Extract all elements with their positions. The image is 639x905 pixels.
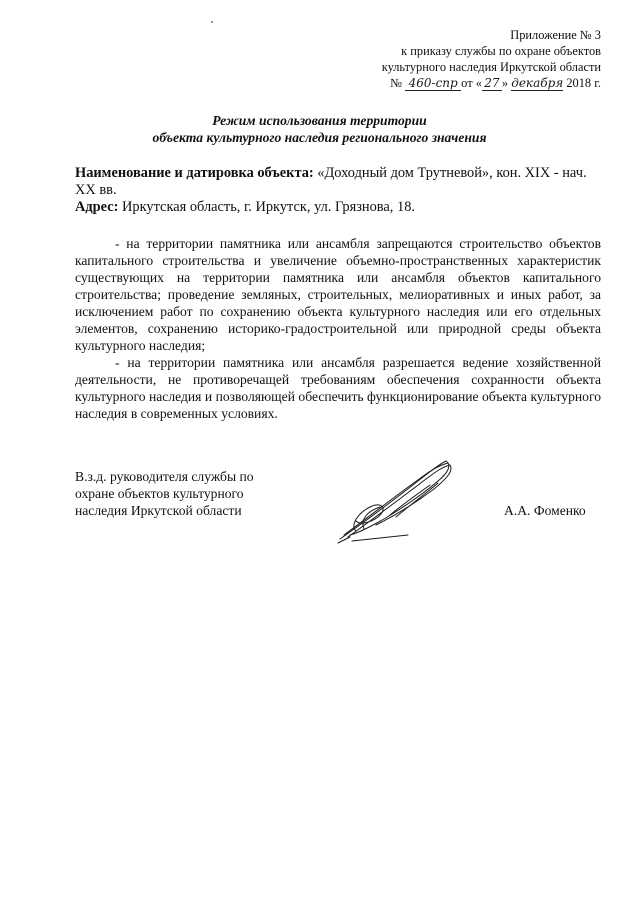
object-name-row (75, 165, 595, 199)
regime-body (75, 235, 601, 422)
appendix-header (382, 27, 601, 91)
order-number-prefix: № (390, 76, 403, 90)
order-day-close: » (501, 76, 509, 90)
signatory-position (75, 468, 254, 519)
title-line-2: объекта культурного наследия регионального значения (152, 130, 487, 145)
object-info (75, 165, 595, 216)
object-address-row (75, 199, 595, 216)
order-from-label: от « (461, 76, 482, 90)
signatory-name: А.А. Фоменко (504, 503, 586, 518)
order-month-handwritten: декабря (511, 76, 564, 90)
order-number-blank (405, 77, 461, 91)
order-line-1: к приказу службы по охране объектов (401, 44, 601, 58)
signatory-position-line-1: В.з.д. руководителя службы по (75, 469, 254, 484)
order-year: 2018 г. (566, 76, 601, 90)
order-number-handwritten: 460-спр (408, 76, 458, 90)
appendix-number: Приложение № 3 (510, 28, 601, 42)
object-address-value: Иркутская область, г. Иркутск, ул. Грязнова, 18. (118, 199, 415, 215)
object-name-value: «Доходный дом Трутневой», кон. XIX - нач. XX вв. (75, 165, 587, 198)
title-line-1: Режим использования территории (212, 113, 427, 128)
document-title (0, 112, 639, 146)
regime-paragraph-prohibitions: - на территории памятника или ансамбля запрещаются строительство объектов капитального строительства и увеличение объемно-пространственных характеристик существующих на территории памятника или ансамбля объектов капитального строительства; проведение земляных, строительных, мелиоративных и иных работ, за исключением работ по сохранению объекта культурного наследия или его отдельных элементов, сохранению историко-градостроительной или природной среды объекта культурного наследия; (75, 236, 601, 353)
scan-speck (211, 21, 213, 23)
regime-paragraph-permissions: - на территории памятника или ансамбля разрешается ведение хозяйственной деятельности, не противоречащей требованиям обеспечения сохранности объекта культурного наследия и позволяющей обеспечить функционирование объекта культурного наследия в современных условиях. (75, 355, 601, 421)
handwritten-signature (330, 455, 460, 545)
signatory-position-line-3: наследия Иркутской области (75, 503, 242, 518)
object-address-label: Адрес: (75, 199, 119, 215)
order-day-handwritten: 27 (484, 76, 500, 90)
order-month-blank (511, 77, 563, 91)
order-day-blank (482, 77, 502, 91)
object-name-label: Наименование и датировка объекта: (75, 165, 314, 181)
order-line-2: культурного наследия Иркутской области (381, 60, 601, 74)
order-number-line (382, 75, 601, 91)
signatory-position-line-2: охране объектов культурного (75, 486, 244, 501)
